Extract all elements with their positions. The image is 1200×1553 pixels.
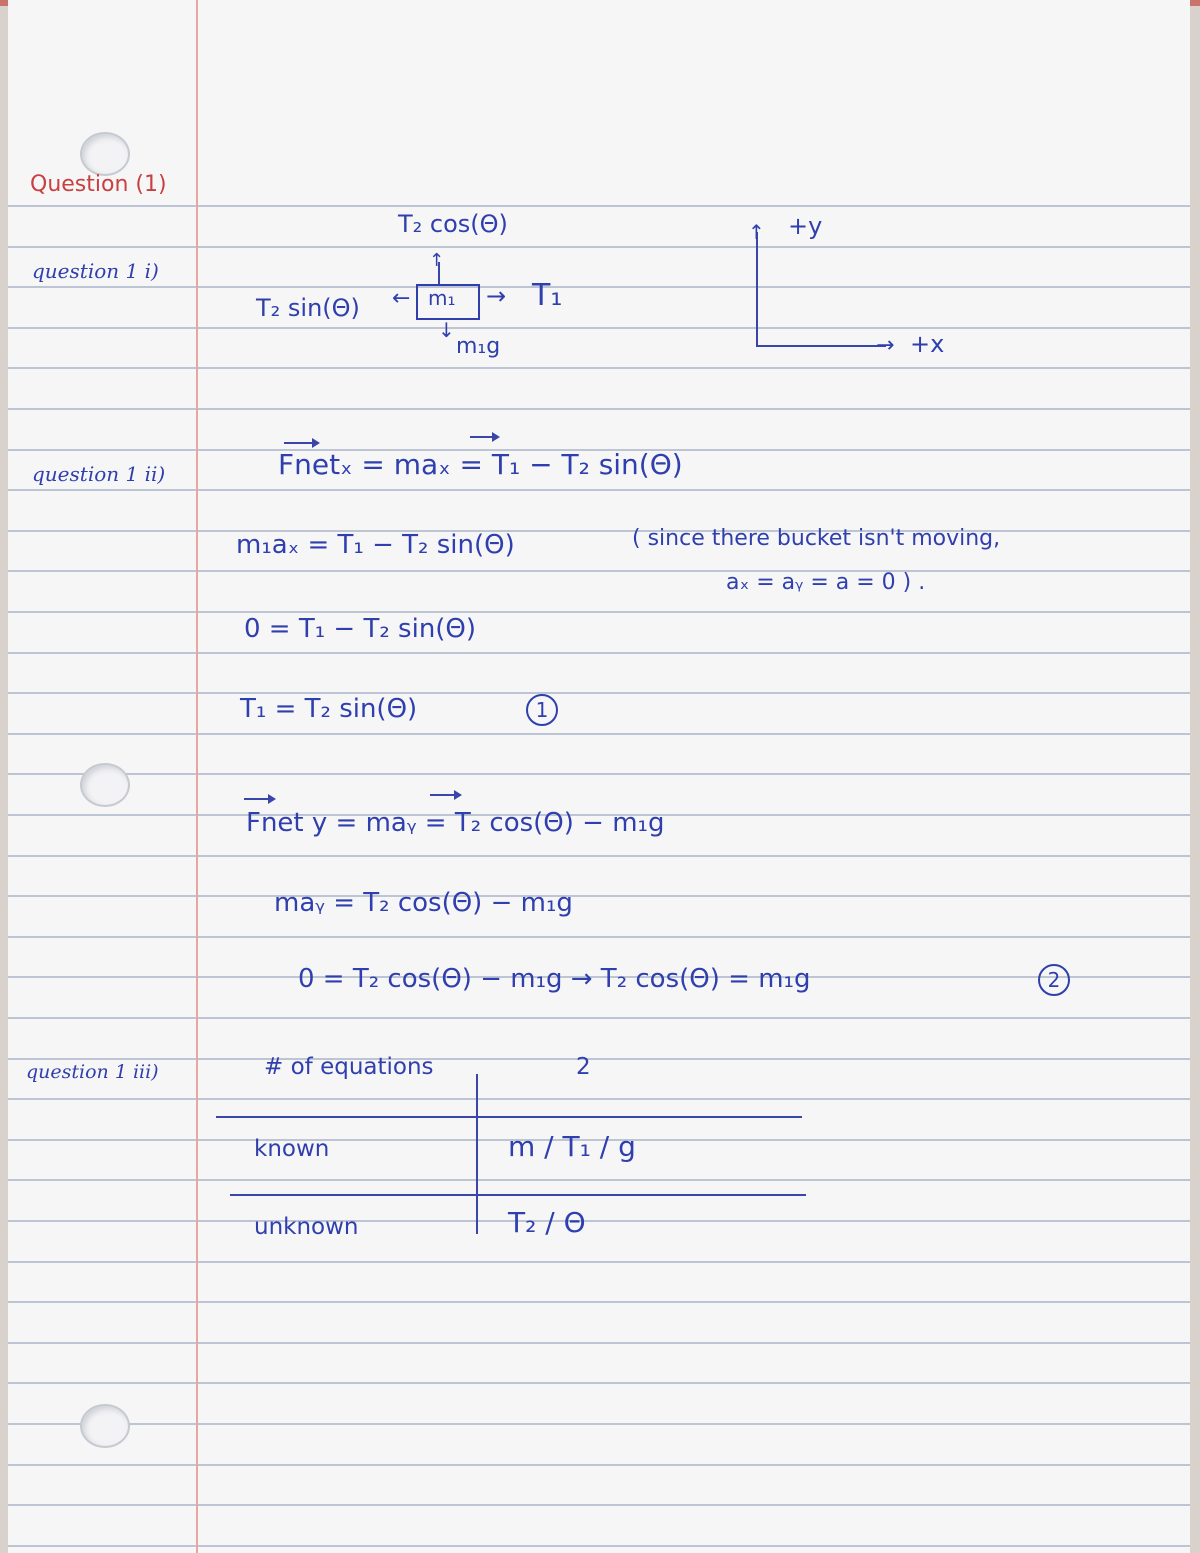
fnet-y-vector-arrow-icon	[244, 798, 274, 800]
fbd-top-force-label: T₂ cos(Θ)	[398, 210, 508, 238]
ruled-line	[8, 570, 1190, 572]
ruled-line	[8, 1504, 1190, 1506]
ruled-line	[8, 855, 1190, 857]
right-arrow-icon: →	[486, 282, 507, 310]
table-header-value: 2	[576, 1054, 591, 1080]
ruled-line	[8, 733, 1190, 735]
fbd-left-force-label: T₂ sin(Θ)	[256, 294, 360, 322]
ruled-line	[8, 895, 1190, 897]
table-known-label: known	[254, 1136, 330, 1162]
binder-hole-top	[80, 132, 130, 176]
ruled-line	[8, 205, 1190, 207]
ruled-line	[8, 408, 1190, 410]
ruled-line	[8, 1017, 1190, 1019]
equation-number-1-label: 1	[526, 694, 558, 726]
y-axis	[756, 232, 758, 346]
ruled-line	[8, 1545, 1190, 1547]
notebook-page	[8, 0, 1190, 1553]
table-unknown-value: T₂ / Θ	[508, 1206, 586, 1239]
up-arrowhead-icon: ↑	[429, 250, 445, 271]
fbd-bottom-force-label: m₁g	[456, 334, 501, 359]
heading-question-1-iii: question 1 iii)	[26, 1061, 159, 1083]
ruled-line	[8, 692, 1190, 694]
table-header-label: # of equations	[264, 1054, 434, 1080]
ruled-line	[8, 652, 1190, 654]
ruled-line	[8, 367, 1190, 369]
table-divider-vertical	[476, 1074, 478, 1234]
table-known-value: m / T₁ / g	[508, 1130, 636, 1163]
ruled-line	[8, 1464, 1190, 1466]
down-arrow-icon: ↓	[438, 318, 455, 342]
eq-x-line4: T₁ = T₂ sin(Θ)	[240, 694, 418, 724]
heading-question-1-i: question 1 i)	[32, 259, 159, 283]
ruled-line	[8, 1382, 1190, 1384]
fbd-right-force-label: T₁	[532, 278, 563, 313]
heading-question-1: Question (1)	[30, 172, 167, 197]
ruled-line	[8, 327, 1190, 329]
eq-y-fnet: Fnet y = maᵧ = T₂ cos(Θ) − m₁g	[246, 808, 665, 838]
ruled-line	[8, 489, 1190, 491]
binder-hole-bottom	[80, 1404, 130, 1448]
ruled-line	[8, 1220, 1190, 1222]
y-axis-arrowhead-icon: ↑	[748, 220, 765, 244]
margin-line	[196, 0, 198, 1553]
table-divider-1	[216, 1116, 802, 1118]
eq-x-note-2: aₓ = aᵧ = a = 0 ) .	[726, 570, 926, 595]
ruled-line	[8, 773, 1190, 775]
equation-number-2-label: 2	[1038, 964, 1070, 996]
binder-hole-middle	[80, 763, 130, 807]
eq-y-line2: maᵧ = T₂ cos(Θ) − m₁g	[274, 888, 573, 918]
table-divider-2	[230, 1194, 806, 1196]
ruled-line	[8, 936, 1190, 938]
eq-x-line2: m₁aₓ = T₁ − T₂ sin(Θ)	[236, 530, 515, 560]
ruled-line	[8, 611, 1190, 613]
ruled-line	[8, 1342, 1190, 1344]
heading-question-1-ii: question 1 ii)	[32, 462, 166, 486]
equation-number-1	[526, 694, 558, 726]
eq-x-fnet: Fnetₓ = maₓ = T₁ − T₂ sin(Θ)	[278, 448, 683, 481]
fbd-mass-label: m₁	[428, 286, 456, 310]
ruled-line	[8, 246, 1190, 248]
left-arrow-icon: ←	[392, 286, 411, 311]
a-vector-arrow-icon	[470, 436, 498, 438]
ruled-line	[8, 1261, 1190, 1263]
a-y-vector-arrow-icon	[430, 794, 460, 796]
ruled-line	[8, 1179, 1190, 1181]
ruled-line	[8, 1098, 1190, 1100]
ruled-line	[8, 1423, 1190, 1425]
ruled-line	[8, 530, 1190, 532]
eq-x-note: ( since there bucket isn't moving,	[632, 526, 1001, 551]
eq-x-line3: 0 = T₁ − T₂ sin(Θ)	[244, 614, 477, 644]
ruled-line	[8, 1301, 1190, 1303]
x-axis	[756, 345, 886, 347]
table-unknown-label: unknown	[254, 1214, 359, 1240]
x-axis-label: +x	[910, 330, 945, 358]
x-axis-arrowhead-icon: →	[876, 333, 895, 358]
ruled-line	[8, 1058, 1190, 1060]
fnet-vector-arrow-icon	[284, 442, 318, 444]
eq-y-line3: 0 = T₂ cos(Θ) − m₁g → T₂ cos(Θ) = m₁g	[298, 964, 811, 994]
ruled-line	[8, 286, 1190, 288]
equation-number-2	[1038, 964, 1070, 996]
y-axis-label: +y	[788, 212, 823, 240]
